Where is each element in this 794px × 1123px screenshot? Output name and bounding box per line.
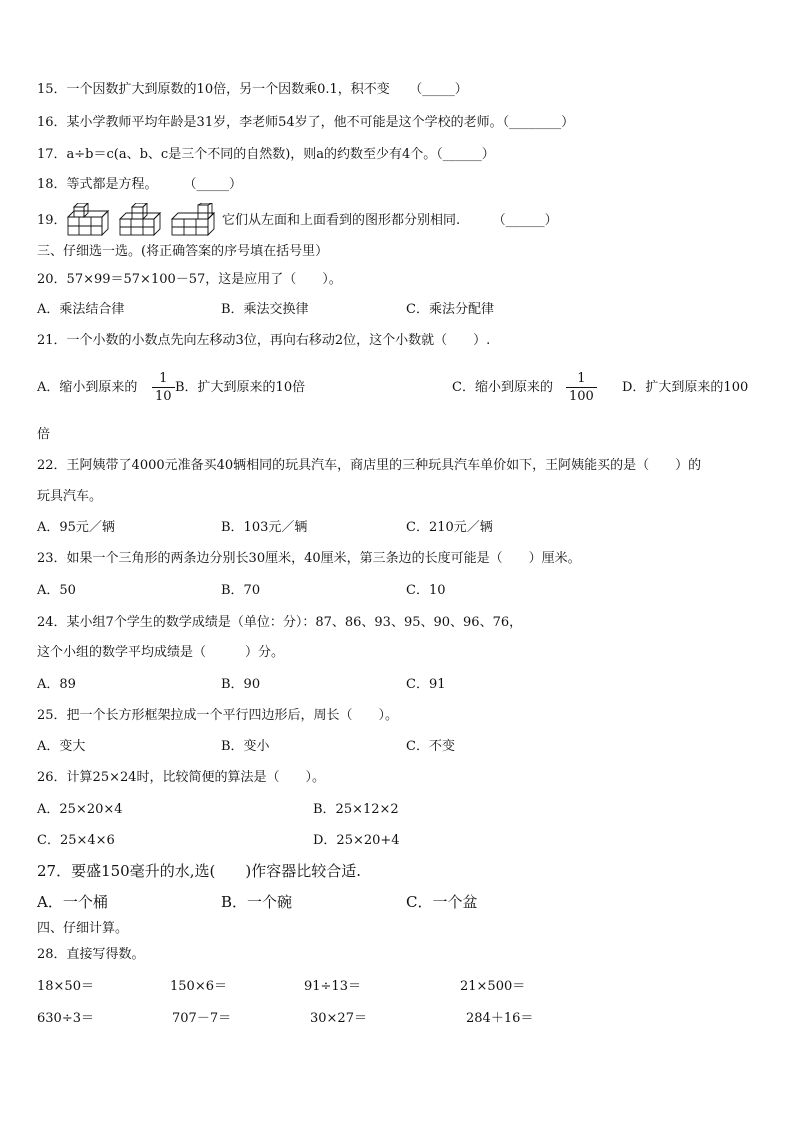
calc-item: 630÷3＝ — [37, 1011, 94, 1026]
question-23-option-a: A．50 — [37, 583, 76, 598]
question-21-option-a: A．缩小到原来的 — [37, 380, 138, 395]
question-27-option-a: A．一个桶 — [37, 893, 108, 911]
question-26-option-d: D．25×20+4 — [313, 833, 400, 848]
section-3-heading: 三、仔细选一选。(将正确答案的序号填在括号里） — [37, 244, 329, 259]
fraction-bar — [152, 387, 175, 388]
cube-figures-image — [64, 203, 222, 239]
question-21-option-c: C．缩小到原来的 — [452, 380, 553, 395]
question-22-option-a: A．95元／辆 — [37, 520, 115, 535]
fraction-numerator: 1 — [159, 371, 168, 386]
question-24-option-a: A．89 — [37, 677, 76, 692]
question-28-stem: 28．直接写得数。 — [37, 947, 145, 962]
question-27-stem: 27．要盛150毫升的水,选( )作容器比较合适. — [37, 862, 361, 880]
question-22-stem-line-2: 玩具汽车。 — [37, 489, 103, 504]
question-19-text: 它们从左面和上面看到的图形都分别相同. （______） — [222, 213, 558, 228]
question-17: 17．a÷b＝c(a、b、c是三个不同的自然数)，则a的约数至少有4个。（______） — [37, 147, 495, 162]
question-27-option-b: B．一个碗 — [221, 893, 293, 911]
question-25-option-a: A．变大 — [37, 739, 86, 754]
question-21-option-b: B．扩大到原来的10倍 — [175, 380, 306, 395]
question-21-option-d: D．扩大到原来的100 — [622, 380, 749, 395]
question-18: 18．等式都是方程。 （_____） — [37, 177, 243, 192]
question-20-stem: 20．57×99＝57×100－57，这是应用了（ ）。 — [37, 272, 342, 287]
question-26-stem: 26．计算25×24时，比较简便的算法是（ ）。 — [37, 770, 326, 785]
question-21-fraction-c — [566, 371, 597, 404]
question-21-stem: 21．一个小数的小数点先向左移动3位，再向右移动2位，这个小数就（ ）. — [37, 333, 491, 348]
question-26-option-c: C．25×4×6 — [37, 833, 115, 848]
question-23-option-c: C．10 — [406, 583, 446, 598]
calc-item: 284＋16＝ — [466, 1011, 534, 1026]
calc-item: 18×50＝ — [37, 979, 94, 994]
question-22-stem-line-1: 22．王阿姨带了4000元准备买40辆相同的玩具汽车，商店里的三种玩具汽车单价如下，王阿姨能买的是（ ）的 — [37, 458, 702, 473]
section-4-heading: 四、仔细计算。 — [37, 921, 129, 936]
fraction-denominator: 100 — [569, 389, 594, 404]
question-23-stem: 23．如果一个三角形的两条边分别长30厘米，40厘米，第三条边的长度可能是（ ）厘米。 — [37, 551, 581, 566]
question-27-option-c: C．一个盆 — [406, 893, 478, 911]
question-21-fraction-a — [152, 371, 175, 404]
question-22-option-c: C．210元／辆 — [406, 520, 493, 535]
calc-item: 150×6＝ — [170, 979, 227, 994]
question-26-option-a: A．25×20×4 — [37, 802, 123, 817]
question-24-stem-line-2: 这个小组的数学平均成绩是（ ）分。 — [37, 645, 285, 660]
question-24-stem-line-1: 24．某小组7个学生的数学成绩是（单位：分）：87、86、93、95、90、96、76， — [37, 615, 523, 630]
question-25-option-b: B．变小 — [221, 739, 270, 754]
question-24-option-c: C．91 — [406, 677, 446, 692]
fraction-bar — [566, 387, 597, 388]
question-26-option-b: B．25×12×2 — [313, 802, 399, 817]
fraction-denominator: 10 — [155, 389, 172, 404]
calc-item: 21×500＝ — [460, 979, 526, 994]
question-20-option-c: C．乘法分配律 — [406, 302, 494, 317]
question-22-option-b: B．103元／辆 — [221, 520, 308, 535]
calc-item: 30×27＝ — [310, 1011, 367, 1026]
question-24-option-b: B．90 — [221, 677, 261, 692]
question-21-option-d-wrap: 倍 — [37, 427, 51, 442]
calc-item: 91÷13＝ — [304, 979, 361, 994]
calc-item: 707－7＝ — [172, 1011, 232, 1026]
question-15: 15．一个因数扩大到原数的10倍，另一个因数乘0.1，积不变 （_____） — [37, 82, 468, 97]
question-25-stem: 25．把一个长方形框架拉成一个平行四边形后，周长（ ）。 — [37, 708, 399, 723]
question-20-option-b: B．乘法交换律 — [221, 302, 309, 317]
question-23-option-b: B．70 — [221, 583, 261, 598]
question-25-option-c: C．不变 — [406, 739, 455, 754]
question-19-number: 19． — [37, 213, 67, 228]
fraction-numerator: 1 — [577, 371, 586, 386]
question-20-option-a: A．乘法结合律 — [37, 302, 125, 317]
question-16: 16．某小学教师平均年龄是31岁，李老师54岁了，他不可能是这个学校的老师。（________） — [37, 115, 575, 130]
